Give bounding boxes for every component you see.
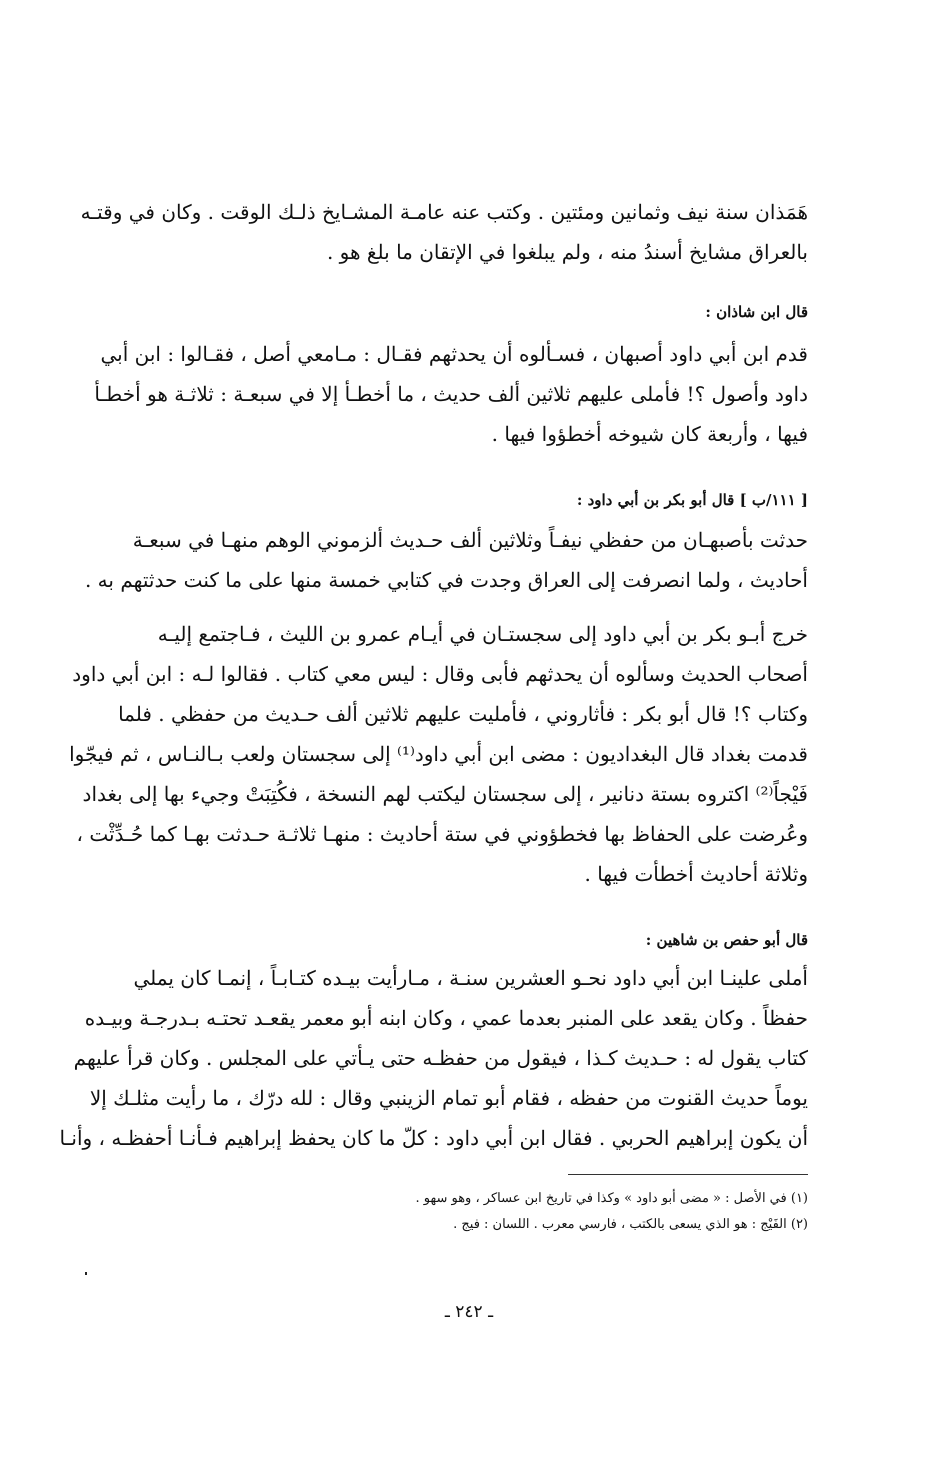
paragraph-5 [59,958,808,1158]
scan-speck [85,1272,87,1275]
paragraph-line: أصحاب الحديث وسألوه أن يحدثهم فأبى وقال : ليس معي كتاب . فقالوا لـه : ابن أبي داود [72,662,808,686]
paragraph-line: خرج أبـو بكر بن أبي داود إلى سجستـان في أيـام عمرو بن الليث ، فـاجتمع إليـه [157,622,808,646]
paragraph-line: فَيْجاً⁽²⁾ اكتروه بستة دنانير ، إلى سجستان ليكتب لهم النسخة ، فكُتِبَتْ وجيء بها إلى بغداد [82,782,808,806]
paragraph-4 [69,614,808,894]
paragraph-line: بالعراق مشايخ أسندُ منه ، ولم يبلغوا في الإتقان ما بلغ هو . [326,240,808,264]
section-heading-abu-bakr: [ ١١١/ب ] قال أبو بكر بن أبي داود : [576,491,808,509]
paragraph-line: أن يكون إبراهيم الحربي . فقال ابن أبي داود : كلّ ما كان يحفظ إبراهيم فـأنـا أحفظـه ، وأنـا [59,1126,808,1150]
paragraph-line: قدم ابن أبي داود أصبهان ، فسـألوه أن يحدثهم فقـال : مـامعي أصل ، فقـالوا : ابن أبي [100,342,808,366]
paragraph-line: وعُرضت على الحفاظ بها فخطؤوني في ستة أحاديث : منهـا ثلاثـة حـدثت بهـا كما حُـدِّثْت ، [76,822,808,846]
paragraph-line: أملى علينـا ابن أبي داود نحـو العشرين سنـة ، مـارأيت بيـده كتـابـاً ، إنمـا كان يملي [133,966,808,990]
paragraph-line: وثلاثة أحاديث أخطأت فيها . [584,862,808,886]
paragraph-line: قدمت بغداد قال البغداديون : مضى ابن أبي داود⁽¹⁾ إلى سجستان ولعب بـالنـاس ، ثم فيجّوا [69,742,808,766]
paragraph-line: كتاب يقول له : حـديث كـذا ، فيقول من حفظـه حتى يـأتي على المجلس . وكان قرأ عليهم [73,1046,808,1070]
paragraph-2 [94,334,808,454]
section-heading-ibn-shahin: قال أبو حفص بن شاهين : [645,931,808,949]
footnote-2: (٢) الفَيْج : هو الذي يسعى بالكتب ، فارسي معرب . اللسان : فيج . [453,1217,808,1232]
paragraph-line: حدثت بأصبهـان من حفظي نيفـاً وثلاثين ألف حـديث ألزموني الوهم منهـا في سبعـة [132,528,808,552]
page-number: ـ ٢٤٢ ـ [444,1302,494,1322]
section-heading-ibn-shadhan: قال ابن شاذان : [705,303,808,321]
paragraph-line: يوماً حديث القنوت من حفظه ، فقام أبو تمام الزينبي وقال : لله درّك ، ما رأيت مثلـك إلا [89,1086,808,1110]
footnotes [112,1186,808,1238]
paragraph-3 [84,520,808,600]
footnote-1: (١) في الأصل : « مضى أبو داود » وكذا في تاريخ ابن عساكر ، وهو سهو . [415,1191,808,1206]
paragraph-line: أحاديث ، ولما انصرفت إلى العراق وجدت في كتابي خمسة منها على ما كنت حدثتهم به . [84,568,808,592]
paragraph-line: هَمَذان سنة نيف وثمانين ومئتين . وكتب عنه عامـة المشـايخ ذلـك الوقت . وكان في وقتـه [80,200,808,224]
paragraph-line: وكتاب ؟! قال أبو بكر : فأثاروني ، فأمليت عليهم ثلاثين ألف حـديث من حفظي . فلما [118,702,808,726]
paragraph-line: داود وأصول ؟! فأملى عليهم ثلاثين ألف حديث ، ما أخطـأ إلا في سبعـة : ثلاثـة هو أخطـأ [94,382,808,406]
footnote-divider [568,1174,808,1175]
paragraph-line: حفظاً . وكان يقعد على المنبر بعدما عمي ، وكان ابنه أبو معمر يقعـد تحتـه بـدرجـة وبيـده [84,1006,808,1030]
paragraph-line: فيها ، وأربعة كان شيوخه أخطؤوا فيها . [491,422,808,446]
paragraph-1 [80,192,808,272]
